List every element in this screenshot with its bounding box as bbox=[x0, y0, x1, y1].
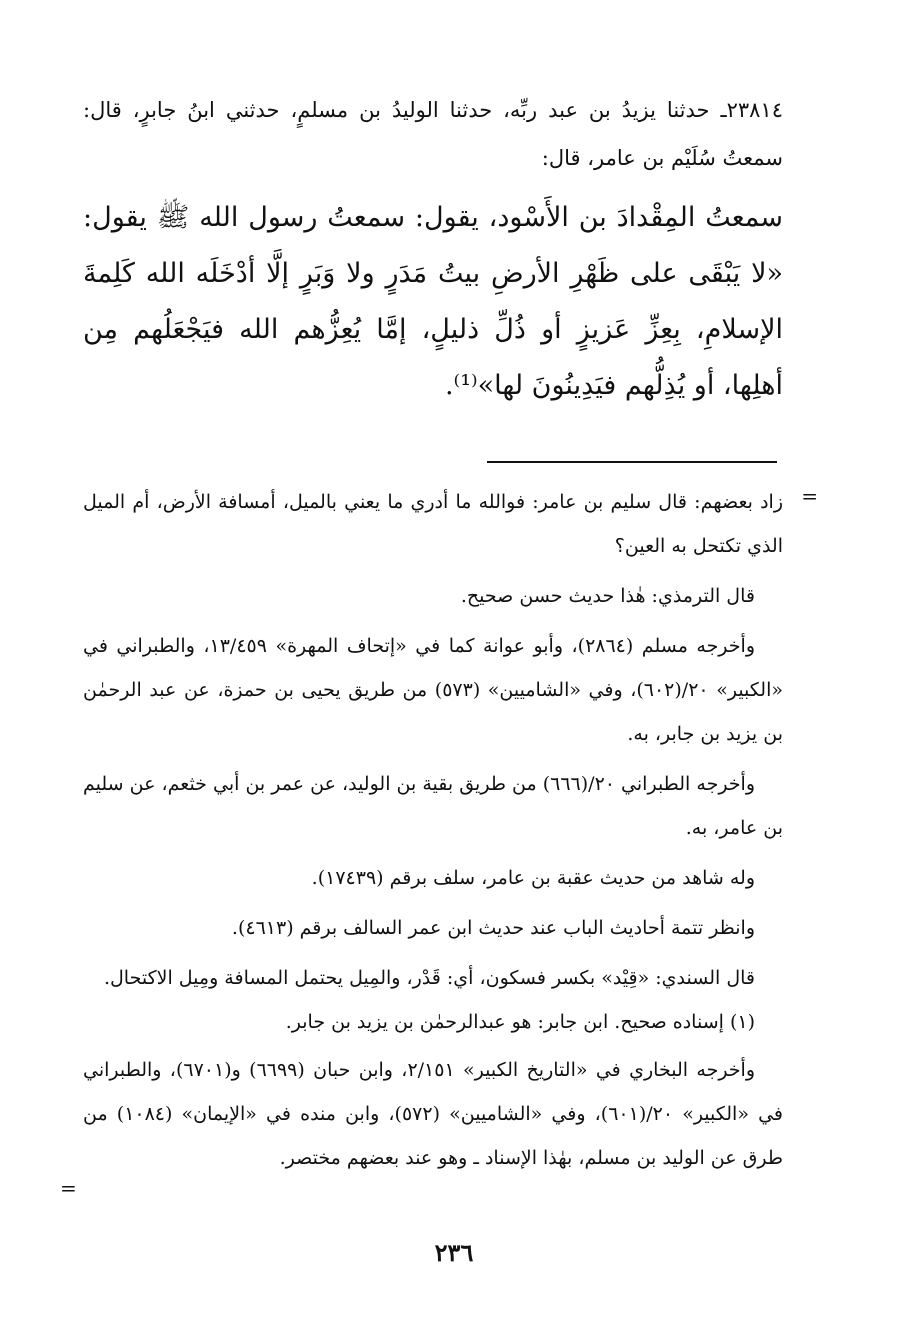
hadith-header: ٢٣٨١٤ـ حدثنا يزيدُ بن عبد ربِّه، حدثنا الوليدُ بن مسلمٍ، حدثني ابنُ جابرٍ، قال: سمعتُ سُلَيْم بن عامر، قال: bbox=[83, 98, 783, 170]
carried-notes bbox=[83, 480, 783, 1006]
footnotes bbox=[83, 1000, 783, 1184]
note-paragraph: زاد بعضهم: قال سليم بن عامر: فوالله ما أدري ما يعني بالميل، أمسافة الأرض، أم الميل الذي تكتحل به العين؟ bbox=[83, 491, 783, 557]
note-paragraph: وأخرجه مسلم (٢٨٦٤)، وأبو عوانة كما في «إتحاف المهرة» ١٣/٤٥٩، والطبراني في «الكبير» ٢٠/(٦٠٢)، وفي «الشاميين» (٥٧٣) من طريق يحيى بن حمزة، عن عبد الرحمٰن بن يزيد بن جابر، به. bbox=[83, 635, 783, 745]
hadith-text: سمعتُ المِقْدادَ بن الأَسْود، يقول: سمعتُ رسول الله ﷺ يقول: «لا يَبْقَى على ظَهْرِ الأرضِ بيتُ مَدَرٍ ولا وَبَرٍ إلَّا أدْخَلَه الله كَلِمةَ الإسلامِ، بِعِزِّ عَزيزٍ أو ذُلِّ ذليلٍ، إمَّا يُعِزُّهم الله فيَجْعَلُهم مِن أهلِها، أو يُذِلُّهم فيَدِينُونَ لها»⁽¹⁾. bbox=[83, 202, 783, 401]
footnote-divider bbox=[487, 461, 777, 463]
note-paragraph: وانظر تتمة أحاديث الباب عند حديث ابن عمر السالف برقم (٤٦١٣). bbox=[231, 917, 755, 939]
continuation-mark-top: = bbox=[801, 484, 818, 508]
page-number: ٢٣٦ bbox=[434, 1238, 474, 1267]
note-paragraph: وله شاهد من حديث عقبة بن عامر، سلف برقم (١٧٤٣٩). bbox=[311, 867, 755, 889]
note-paragraph: قال السندي: «قِيْد» بكسر فسكون، أي: قَدْر، والمِيل يحتمل المسافة ومِيل الاكتحال. bbox=[103, 967, 755, 989]
note-paragraph: قال الترمذي: هٰذا حديث حسن صحيح. bbox=[460, 585, 755, 607]
note-paragraph: وأخرجه الطبراني ٢٠/(٦٦٦) من طريق بقية بن الوليد، عن عمر بن أبي خثعم، عن سليم بن عامر، به. bbox=[83, 773, 783, 839]
footnote-paragraph: (١) إسناده صحيح. ابن جابر: هو عبدالرحمٰن بن يزيد بن جابر. bbox=[285, 1011, 755, 1033]
continuation-mark-bottom: = bbox=[60, 1176, 77, 1200]
footnote-paragraph: وأخرجه البخاري في «التاريخ الكبير» ٢/١٥١، وابن حبان (٦٦٩٩) و(٦٧٠١)، والطبراني في «الكبير» ٢٠/(٦٠١)، وفي «الشاميين» (٥٧٢)، وابن منده في «الإيمان» (١٠٨٤) من طرق عن الوليد بن مسلم، بهٰذا الإسناد ـ وهو عند بعضهم مختصر. bbox=[83, 1059, 783, 1169]
